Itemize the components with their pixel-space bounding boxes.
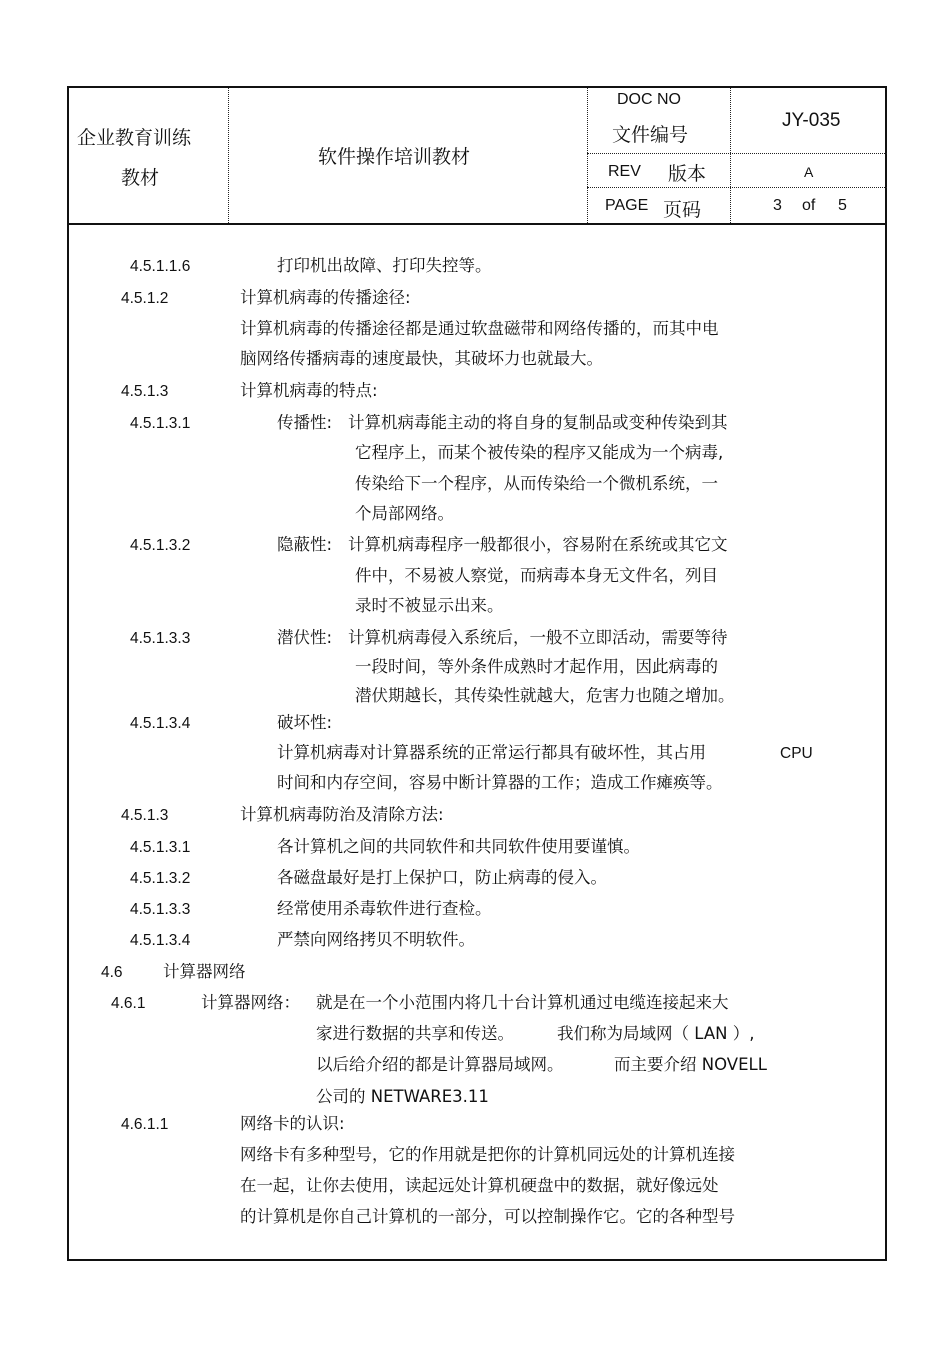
body-text: 以后给介绍的都是计算器局域网。 <box>316 1055 564 1074</box>
header-org-line1: 企业教育训练 <box>77 127 192 149</box>
section-title: 计算机病毒防治及清除方法: <box>240 805 444 824</box>
body-text: 它程序上，而某个被传染的程序又能成为一个病毒, <box>355 443 724 462</box>
body-text: 我们称为局域网（ LAN ）, <box>557 1024 755 1043</box>
section-number: 4.5.1.3.4 <box>130 715 191 732</box>
body-text: 严禁向网络拷贝不明软件。 <box>277 930 475 949</box>
section-number: 4.5.1.3.3 <box>130 630 191 647</box>
body-text: 计算机病毒对计算器系统的正常运行都具有破坏性，其占用 <box>277 743 706 762</box>
body-text: 就是在一个小范围内将几十台计算机通过电缆连接起来大 <box>316 993 729 1012</box>
doc-no-label-en: DOC NO <box>617 91 681 108</box>
section-title: 网络卡的认识: <box>240 1114 345 1133</box>
body-text: 家进行数据的共享和传送。 <box>316 1024 514 1043</box>
header-divider <box>730 88 731 223</box>
rev-label-cn: 版本 <box>668 163 707 185</box>
page-total: 5 <box>838 197 847 214</box>
section-number: 4.6.1.1 <box>121 1116 169 1133</box>
body-text: 计算机病毒能主动的将自身的复制品或变种传染到其 <box>348 413 728 432</box>
item-label: 传播性: <box>277 413 333 432</box>
body-text: 的计算机是你自己计算机的一部分，可以控制操作它。它的各种型号 <box>240 1207 735 1226</box>
page-of: of <box>802 197 816 214</box>
item-label: 破坏性: <box>277 713 333 732</box>
body-text: 公司的 NETWARE3.11 <box>316 1087 489 1106</box>
header-bottom-rule <box>69 223 885 225</box>
header-row-divider <box>587 187 887 188</box>
item-label: 潜伏性: <box>277 628 333 647</box>
section-title: 计算机病毒的特点: <box>240 381 378 400</box>
document-title: 软件操作培训教材 <box>318 146 471 168</box>
header-row-divider <box>587 153 887 154</box>
section-number: 4.5.1.3.1 <box>130 415 191 432</box>
section-title: 计算器网络 <box>163 962 246 981</box>
header-divider <box>228 88 229 223</box>
section-title: 计算机病毒的传播途径: <box>240 288 411 307</box>
body-text: 经常使用杀毒软件进行查检。 <box>277 899 492 918</box>
item-label: 隐蔽性: <box>277 535 333 554</box>
body-text: CPU <box>780 745 813 762</box>
body-text: 打印机出故障、打印失控等。 <box>277 256 492 275</box>
body-text: 计算机病毒侵入系统后，一般不立即活动，需要等待 <box>348 628 728 647</box>
body-text: 计算机病毒的传播途径都是通过软盘磁带和网络传播的，而其中电 <box>240 319 719 338</box>
body-text: 而主要介绍 NOVELL <box>614 1055 767 1074</box>
body-text: 在一起，让你去使用，读起远处计算机硬盘中的数据，就好像远处 <box>240 1176 719 1195</box>
body-text: 网络卡有多种型号，它的作用就是把你的计算机同远处的计算机连接 <box>240 1145 735 1164</box>
page-label-cn: 页码 <box>663 199 702 221</box>
section-number: 4.5.1.3 <box>121 383 169 400</box>
section-number: 4.5.1.3.4 <box>130 932 191 949</box>
body-text: 件中，不易被人察觉，而病毒本身无文件名，列目 <box>355 566 718 585</box>
doc-no-value: JY-035 <box>782 110 841 131</box>
body-text: 脑网络传播病毒的速度最快，其破坏力也就最大。 <box>240 349 603 368</box>
section-number: 4.5.1.3.3 <box>130 901 191 918</box>
section-number: 4.5.1.3.2 <box>130 537 191 554</box>
rev-label-en: REV <box>608 163 641 180</box>
section-number: 4.5.1.2 <box>121 290 169 307</box>
body-text: 各计算机之间的共同软件和共同软件使用要谨慎。 <box>277 837 640 856</box>
body-text: 计算机病毒程序一般都很小，容易附在系统或其它文 <box>348 535 728 554</box>
page-current: 3 <box>773 197 782 214</box>
section-number: 4.5.1.1.6 <box>130 258 191 275</box>
body-text: 潜伏期越长，其传染性就越大，危害力也随之增加。 <box>355 686 735 705</box>
page-label-en: PAGE <box>605 197 649 214</box>
section-number: 4.6 <box>101 964 123 981</box>
body-text: 传染给下一个程序，从而传染给一个微机系统，一 <box>355 474 718 493</box>
body-text: 一段时间，等外条件成熟时才起作用，因此病毒的 <box>355 657 718 676</box>
body-text: 个局部网络。 <box>355 504 454 523</box>
body-text: 时间和内存空间，容易中断计算器的工作；造成工作瘫痪等。 <box>277 773 723 792</box>
item-label: 计算器网络： <box>201 993 300 1012</box>
body-text: 录时不被显示出来。 <box>355 596 504 615</box>
section-number: 4.5.1.3 <box>121 807 169 824</box>
section-number: 4.6.1 <box>111 995 146 1012</box>
rev-value: A <box>804 164 814 180</box>
body-text: 各磁盘最好是打上保护口，防止病毒的侵入。 <box>277 868 607 887</box>
section-number: 4.5.1.3.1 <box>130 839 191 856</box>
header-divider <box>587 88 588 223</box>
doc-no-label-cn: 文件编号 <box>612 124 689 146</box>
section-number: 4.5.1.3.2 <box>130 870 191 887</box>
header-org-line2: 教材 <box>121 167 160 189</box>
